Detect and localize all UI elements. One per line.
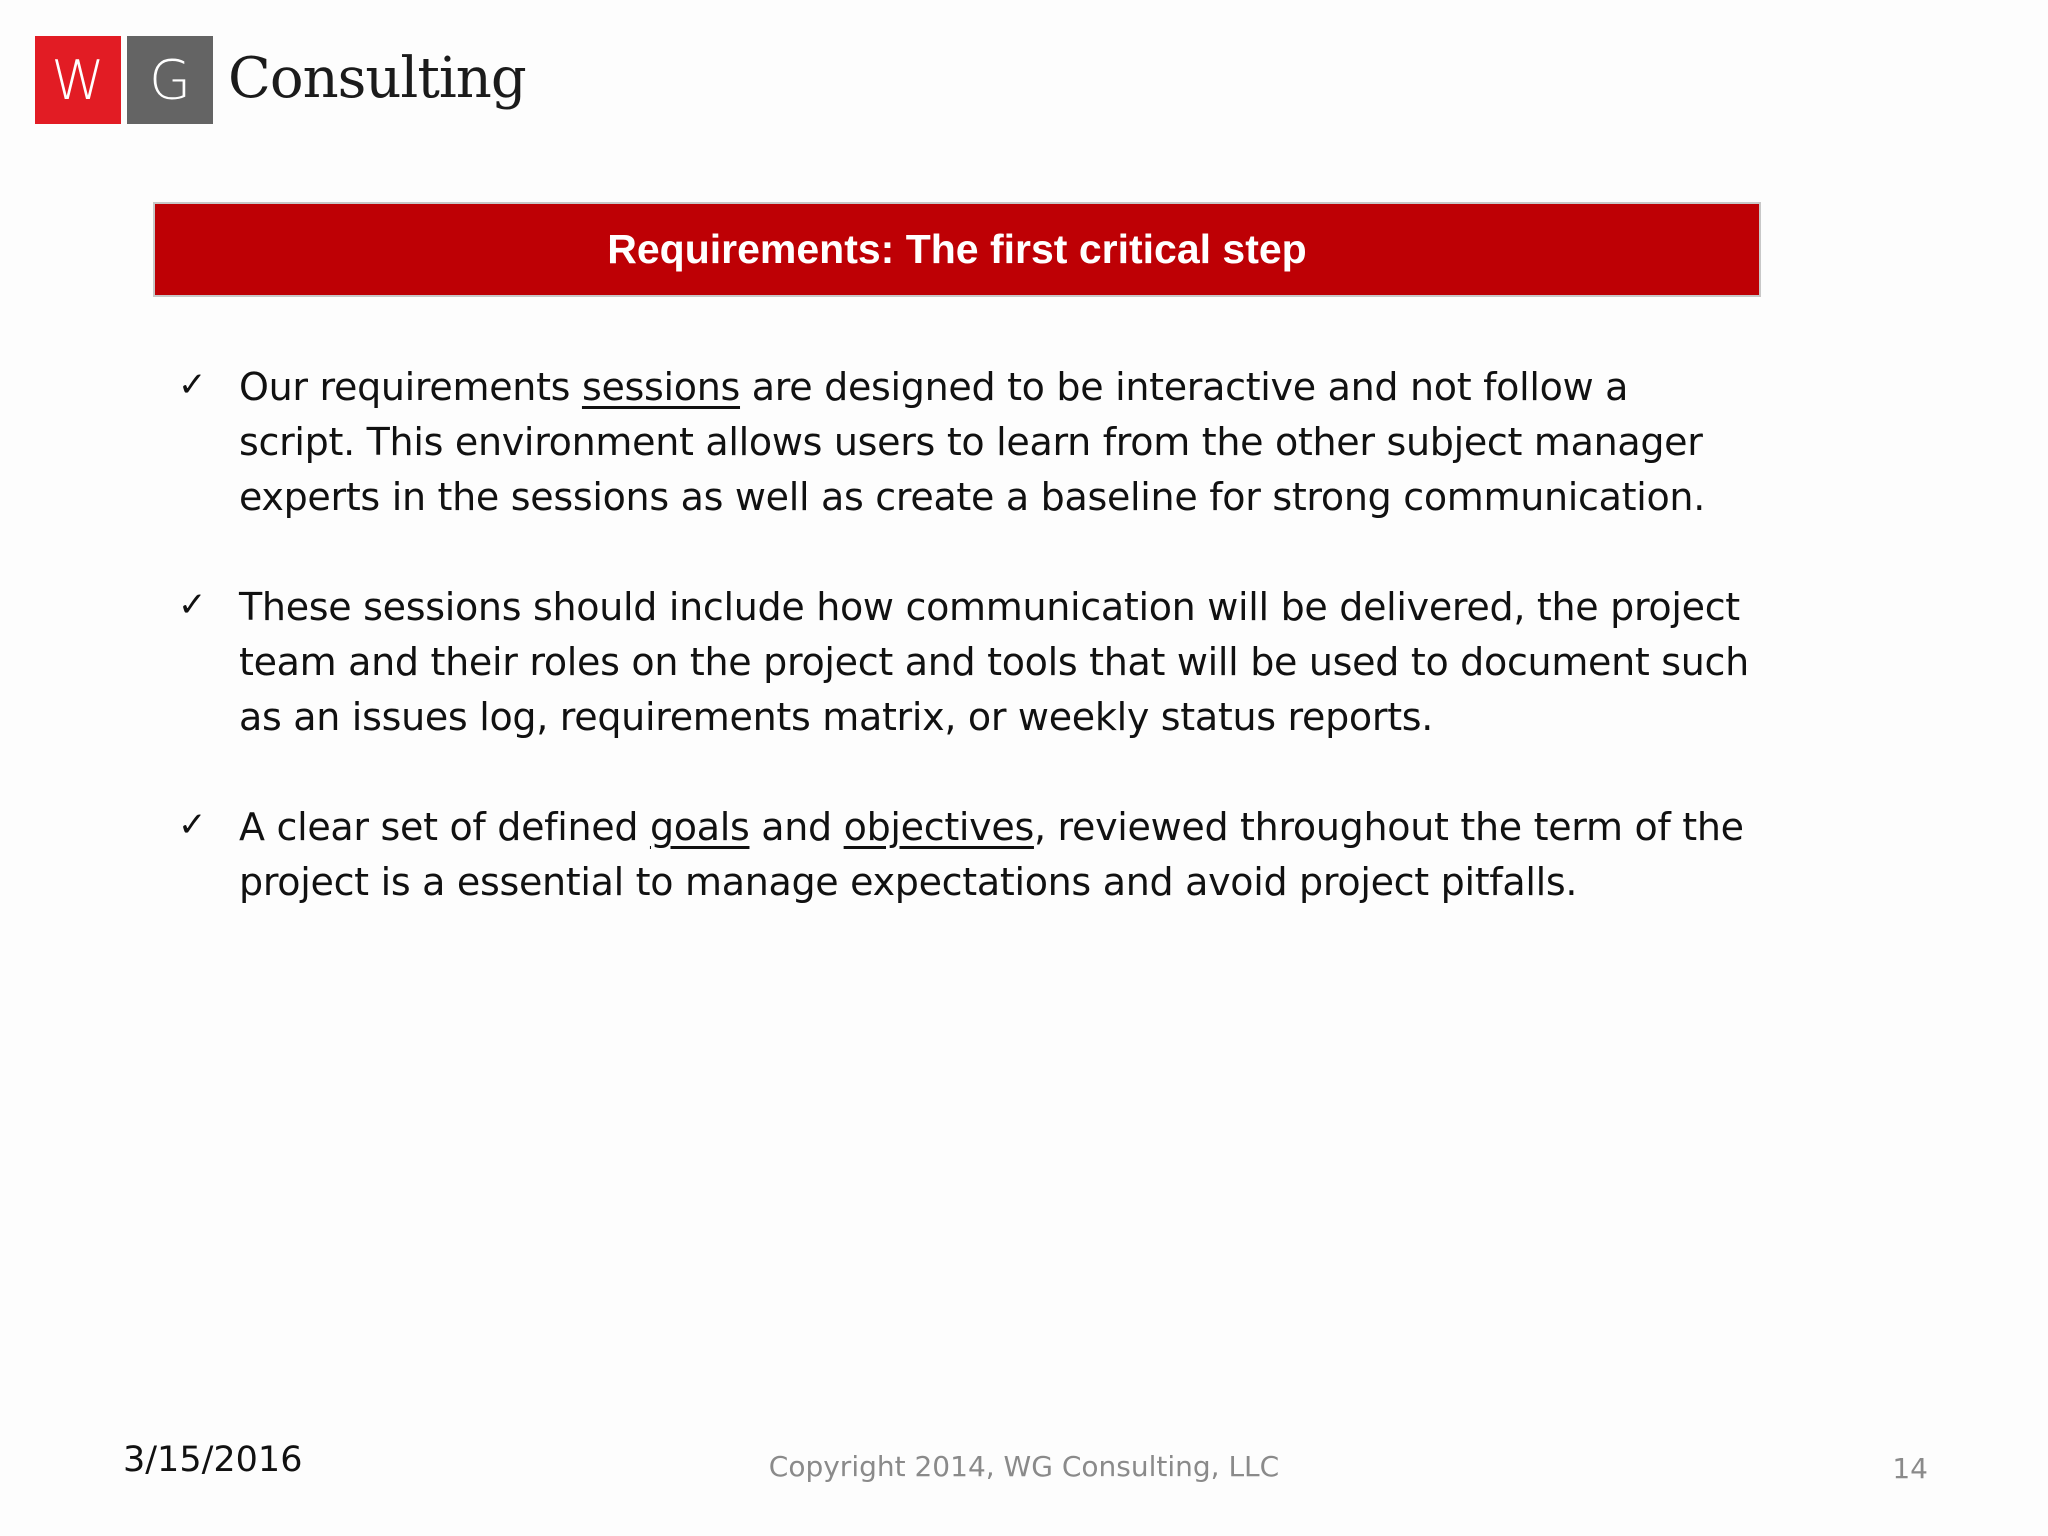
title-banner	[153, 202, 1761, 297]
checkmark-icon: ✓	[178, 805, 207, 845]
footer-copyright: Copyright 2014, WG Consulting, LLC	[768, 1450, 1280, 1483]
page-number: 14	[1892, 1452, 1928, 1485]
footer-date: 3/15/2016	[123, 1440, 303, 1480]
slide-title: Requirements: The first critical step	[607, 226, 1307, 272]
bullet-text: These sessions should include how communication will be delivered, the project team and their roles on the project and tools that will be used to document such as an issues log, requirements matrix, or weekly status reports.	[239, 585, 1749, 739]
bullet-text: and	[749, 805, 844, 849]
checkmark-icon: ✓	[178, 585, 207, 625]
bullet-text: , reviewed throughout the term of the project is a essential to manage expectations and avoid project pitfalls.	[239, 805, 1744, 904]
underlined-term: objectives	[843, 805, 1034, 849]
bullet-item	[172, 580, 1752, 745]
logo-letter-g: G	[127, 36, 213, 124]
logo-letter-w: W	[35, 36, 121, 124]
underlined-term: sessions	[581, 365, 741, 409]
bullet-text: A clear set of defined	[239, 805, 650, 849]
bullet-item	[172, 800, 1752, 910]
bullet-text: are designed to be interactive and not follow a script. This environment allows users to learn from the other subject manager experts in the sessions as well as create a baseline for strong communication.	[239, 365, 1705, 519]
bullet-text: Our requirements	[239, 365, 582, 409]
logo-wordmark: Consulting	[228, 46, 526, 111]
bullet-item	[172, 360, 1752, 525]
bullet-list	[172, 360, 1752, 965]
checkmark-icon: ✓	[178, 365, 207, 405]
underlined-term: goals	[649, 805, 750, 849]
